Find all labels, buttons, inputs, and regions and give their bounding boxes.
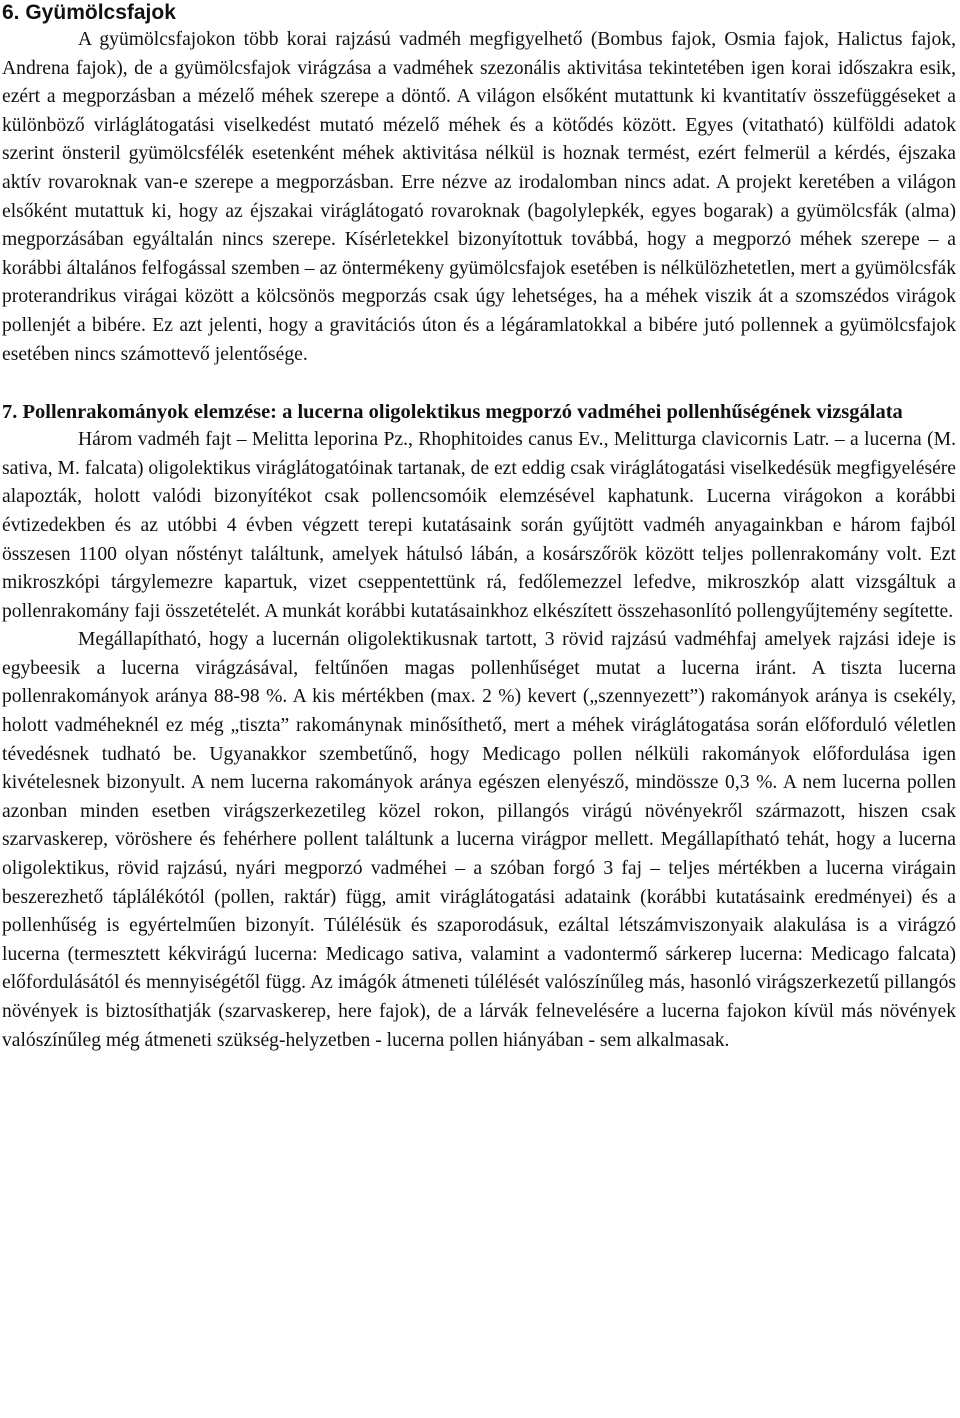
section-6-paragraph: A gyümölcsfajokon több korai rajzású vadméh megfigyelhető (Bombus fajok, Osmia fajok, Halictus fajok, Andrena fajok), de a gyümölcsfajok virágzása a vadméhek szezonális aktivitása tekintetében igen korai időszakra esik, ezért a megporzásban a mézelő méhek szerepe a döntő. A világon elsőként mutattunk ki kvantitatív összefüggéseket a különböző virláglátogatási viselkedést mutató mézelő méhek és a kötődés között. Egyes (vitatható) külföldi adatok szerint önsteril gyümölcsfélék esetenként méhek aktivitása nélkül is hoznak termést, ezért felmerül a kérdés, éjszaka aktív rovaroknak van-e szerepe a megporzásban. Erre nézve az irodalomban nincs adat. A projekt keretében a világon elsőként mutattuk ki, hogy az éjszakai viráglátogató rovaroknak (bagolylepkék, egyes bogarak) a gyümölcsfák (alma) megporzásában egyáltalán nincs szerepe. Kísérletekkel bizonyítottuk továbbá, hogy a megporzó méhek szerepe – a korábbi általános felfogással szemben – az öntermékeny gyümölcsfajok esetében is nélkülözhetetlen, mert a gyümölcsfák proterandrikus virágai között a kölcsönös megporzás csak úgy lehetséges, ha a méhek viszik át a szomszédos virágok pollenjét a bibére. Ez azt jelenti, hogy a gravitációs úton és a légáramlatokkal a bibére jutó pollennek a gyümölcsfajok esetében nincs számottevő jelentősége.: [2, 29, 956, 365]
section-spacer: [2, 369, 956, 398]
section-6-heading: 6. Gyümölcsfajok: [2, 1, 176, 24]
section-7-paragraph-1: Három vadméh fajt – Melitta leporina Pz., Rhophitoides canus Ev., Melitturga clavicornis Latr. – a lucerna (M. sativa, M. falcata) oligolektikus viráglátogatóinak tartanak, de ezt eddig csak viráglátogatási viselkedésük megfigyelésére alapozták, holott valódi bizonyítékot csak pollencsomóik elemzésével kaphatunk. Lucerna virágokon a korábbi évtizedekben és az utóbbi 4 évben végzett terepi kutatásaink során gyűjtött vadméh anyagainkban e három fajból összesen 1100 olyan nőstényt találtunk, amelyek hátulsó lábán, a kosárszőrök között teljes pollenrakomány volt. Ezt mikroszkópi tárgylemezre kapartuk, vizet cseppentettünk rá, fedőlemezzel lefedve, mikroszkóp alatt vizsgáltuk a pollenrakomány faji összetételét. A munkát korábbi kutatásainkhoz elkészített összehasonlító pollengyűjtemény segítette.: [2, 429, 956, 622]
section-7-heading: 7. Pollenrakományok elemzése: a lucerna oligolektikus megporzó vadméhei pollenhűségének vizsgálata: [2, 401, 903, 424]
section-7-paragraph-2: Megállapítható, hogy a lucernán oligolektikusnak tartott, 3 rövid rajzású vadméhfaj amelyek rajzási ideje is egybeesik a lucerna virágzásával, feltűnően magas pollenhűséget mutat a lucerna iránt. A tiszta lucerna pollenrakományok aránya 88-98 %. A kis mértékben (max. 2 %) kevert („szennyezett”) rakományok aránya is csekély, holott vadméheknél ez még „tiszta” rakománynak minősíthető, mert a méhek viráglátogatása során előforduló véletlen tévedésnek tudható be. Ugyanakkor szembetűnő, hogy Medicago pollen nélküli rakományok előfordulása igen kivételesnek bizonyult. A nem lucerna rakományok aránya egészen elenyésző, mindössze 0,3 %. A nem lucerna pollen azonban minden esetben virágszerkezetileg közel rokon, pillangós virágú növényekről származott, hiszen csak szarvaskerep, vöröshere és fehérhere pollent találtunk a lucerna virágpor mellett. Megállapítható tehát, hogy a lucerna oligolektikus, rövid rajzású, nyári megporzó vadméhei – a szóban forgó 3 faj – teljes mértékben a lucerna virágain beszerezhető táplálékótól (pollen, raktár) függ, amit viráglátogatási adataink (korábbi kutatásaink eredményei) és a pollenhűség is egyértelműen bizonyít. Túlélésük és szaporodásuk, ezáltal létszámviszonyaik alakulása is a virágzó lucerna (termesztett kékvirágú lucerna: Medicago sativa, valamint a vadontermő sárkerep lucerna: Medicago falcata) előfordulásától és mennyiségétől függ. Az imágók átmeneti túlélését valószínűleg más, hasonló virágszerkezetű pillangós növények is biztosíthatják (szarvaskerep, here fajok), de a lárvák felnevelésére a lucerna fajokon kívül más növények valószínűleg még átmeneti szükség-helyzetben - lucerna pollen hiányában - sem alkalmasak.: [2, 629, 956, 1051]
